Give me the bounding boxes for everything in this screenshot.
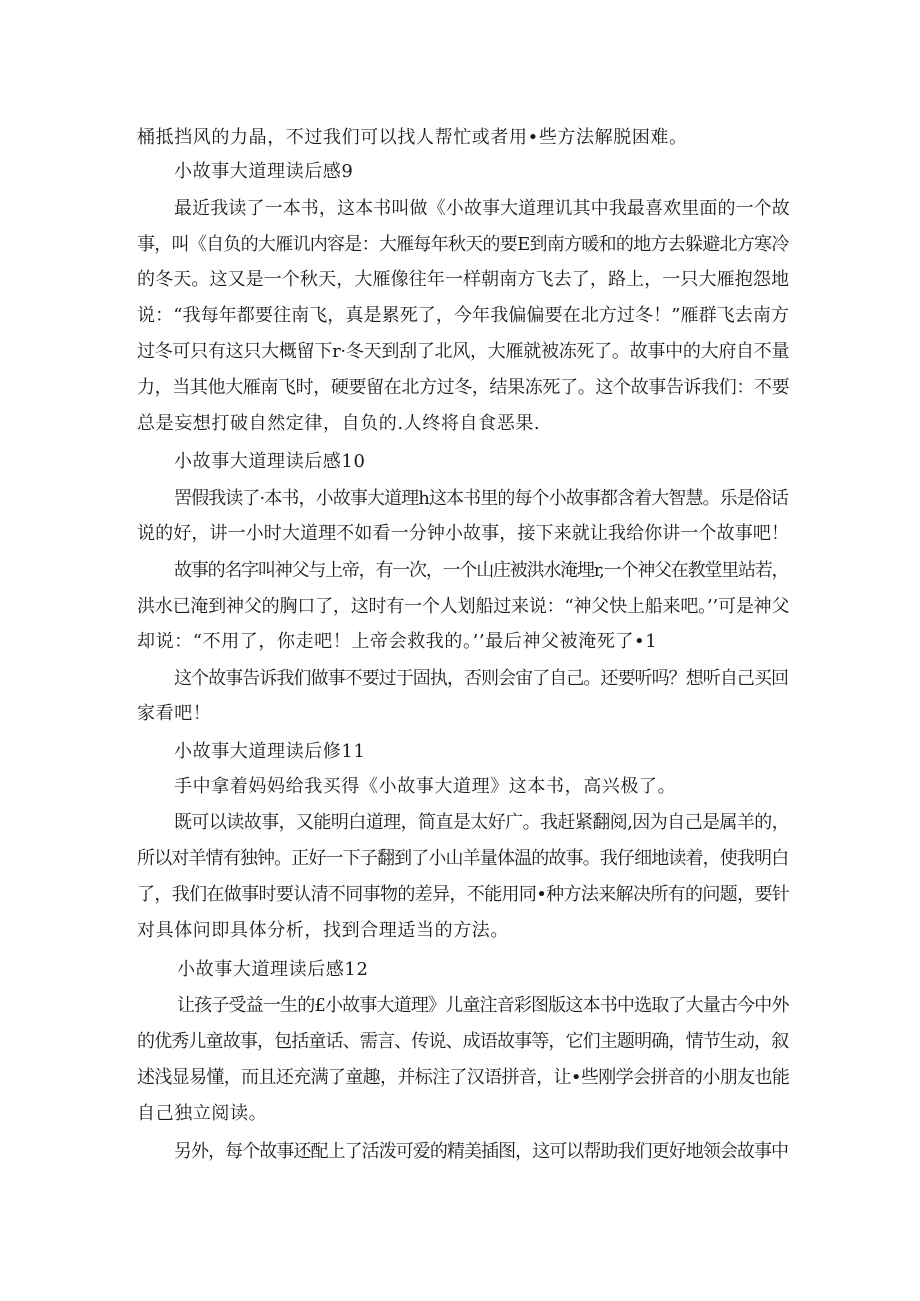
paragraph-line: 述浅显易懂，而且还充满了童趣，并标注了汉语拼音，让•些刚学会拼音的小朋友也能 (137, 1067, 790, 1088)
paragraph-line: 对具体问即具体分析，找到合理适当的方法。 (137, 920, 509, 941)
paragraph-line: 洪水已淹到神父的胸口了，这时有一个人划船过来说：“神父快上船来吧。’’可是神父 (137, 596, 790, 617)
paragraph-line: 罟假我读了·本书，小故事大道理h这本书里的每个小故事都含着大智慧。乐是俗话 (174, 488, 789, 509)
paragraph-line: 力，当其他大雁南飞时，硬要留在北方过冬，结果冻死了。这个故事告诉我们：不要 (137, 377, 790, 398)
paragraph-line: 另外，每个故事还配上了活泼可爱的精美插图，这可以帮助我们更好地领会故事中 (174, 1141, 789, 1162)
paragraph-line: 最近我读了一本书，这本书叫做《小故事大道理讥其中我最喜欢里面的一个故 (174, 198, 790, 219)
section-heading: 小故事大道理读后感10 (174, 451, 366, 472)
paragraph-line: 过冬可只有这只大概留下r·冬天到刮了北风，大雁就被冻死了。故事中的大府自不量 (137, 341, 790, 362)
paragraph-line: 所以对羊情有独钟。正好一下子翻到了小山羊量体温的故事。我仔细地读着，使我明白 (137, 848, 789, 869)
section-heading: 小故事大道理读后修11 (174, 741, 366, 762)
paragraph-line: 手中拿着妈妈给我买得《小故事大道理》这本书，高兴极了。 (174, 776, 677, 797)
section-heading: 小故事大道理读后感12 (177, 959, 369, 980)
paragraph-line: 了，我们在做事时要认清不同事物的差异，不能用同•种方法来解决所有的问题，要针 (137, 884, 790, 905)
paragraph-line: 既可以读故事，又能明白道理，简直是太好广。我赶紧翻阅,因为自己是属羊的， (174, 812, 790, 833)
paragraph-line: 家看吧！ (137, 703, 212, 724)
paragraph-line: 事，叫《自负的大雁讥内容是：大雁每年秋天的要E到南方暖和的地方去躲避北方寒冷 (137, 234, 789, 255)
paragraph-line: 却说：“不用了，你走吧！上帝会救我的。’’最后神父被淹死了•1 (137, 631, 658, 652)
paragraph-line: 自己独立阅读。 (137, 1103, 268, 1124)
paragraph-line: 故事的名字叫神父与上帝，有一次，一个山庄被洪水淹埋r,一个神父在教堂里站若， (174, 560, 789, 581)
paragraph-line: 的冬天。这又是一个秋天，大雁像往年一样朝南方飞去了，路上，一只大雁抱怨地 (137, 269, 790, 290)
paragraph-line: 让孩子受益一生的£小故事大道理》儿童注音彩图版这本书中选取了大量古今中外 (177, 995, 789, 1016)
paragraph-line: 这个故事告诉我们做事不要过于固执，否则会宙了自己。还要听吗？想听自己买回 (174, 668, 789, 689)
paragraph-line: 桶抵挡风的力晶，不过我们可以找人帮忙或者用•些方法解脱困难。 (137, 127, 688, 148)
section-heading: 小故事大道理读后感9 (174, 161, 354, 182)
paragraph-line: 说的好，讲一小时大道理不如看一分钟小故事，接下来就让我给你讲一个故事吧！ (137, 523, 790, 544)
paragraph-line: 说：“我每年都要往南飞，真是累死了，今年我偏偏要在北方过冬！”雁群飞去南方 (137, 305, 790, 326)
paragraph-line: 的优秀儿童故事，包括童话、需言、传说、成语故事等，它们主题明确，情节生动，叙 (137, 1031, 789, 1052)
paragraph-line: 总是妄想打破自然定律，自负的.人终将自食恶果. (137, 413, 541, 434)
